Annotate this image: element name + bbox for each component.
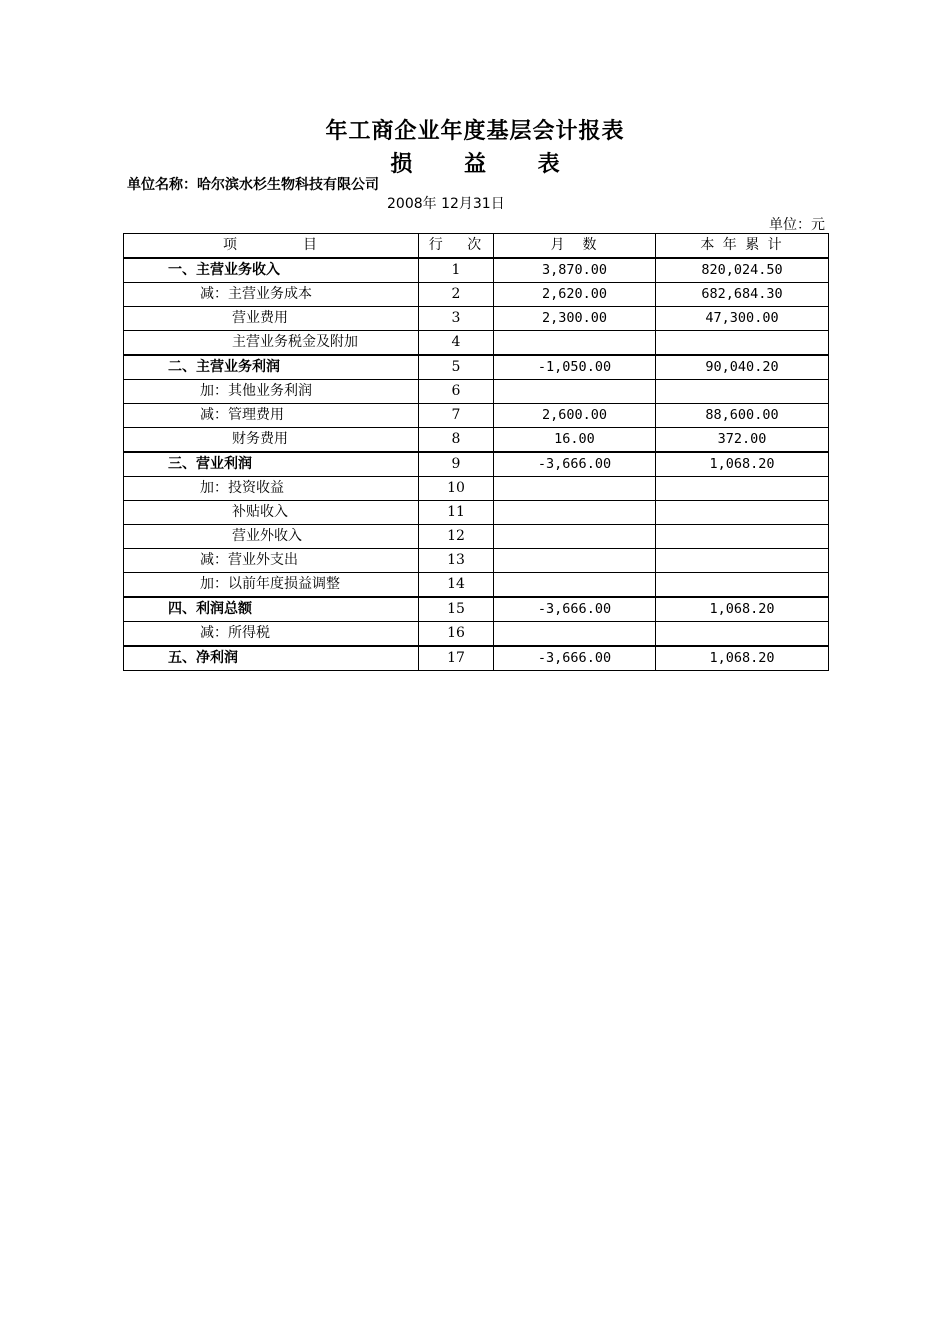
table-row xyxy=(124,501,829,525)
row-month-value: -3,666.00 xyxy=(494,646,656,671)
row-month-value xyxy=(494,549,656,573)
row-item-label: 营业外收入 xyxy=(124,525,419,549)
table-row xyxy=(124,597,829,622)
row-item-label: 主营业务税金及附加 xyxy=(124,331,419,356)
row-ytd-value: 372.00 xyxy=(656,428,829,453)
row-line-number: 8 xyxy=(419,428,494,453)
table-header-row xyxy=(124,234,829,259)
table-row xyxy=(124,477,829,501)
row-line-number: 16 xyxy=(419,622,494,647)
row-month-value: 2,620.00 xyxy=(494,283,656,307)
row-ytd-value xyxy=(656,622,829,647)
table-row xyxy=(124,331,829,356)
row-item-label: 减：主营业务成本 xyxy=(124,283,419,307)
row-line-number: 4 xyxy=(419,331,494,356)
row-item-label: 四、利润总额 xyxy=(124,597,419,622)
row-line-number: 14 xyxy=(419,573,494,598)
row-month-value xyxy=(494,331,656,356)
row-ytd-value: 88,600.00 xyxy=(656,404,829,428)
report-subtitle: 损 益 表 xyxy=(390,151,582,177)
row-item-label: 三、营业利润 xyxy=(124,452,419,477)
income-statement-table xyxy=(123,233,829,671)
row-line-number: 17 xyxy=(419,646,494,671)
company-name: 单位名称：哈尔滨水杉生物科技有限公司 xyxy=(127,177,379,193)
row-ytd-value: 90,040.20 xyxy=(656,355,829,380)
row-month-value: -1,050.00 xyxy=(494,355,656,380)
row-line-number: 9 xyxy=(419,452,494,477)
column-header-ytd: 本 年 累 计 xyxy=(656,234,829,259)
row-ytd-value xyxy=(656,573,829,598)
row-line-number: 7 xyxy=(419,404,494,428)
row-line-number: 12 xyxy=(419,525,494,549)
row-month-value: 16.00 xyxy=(494,428,656,453)
row-month-value: -3,666.00 xyxy=(494,452,656,477)
table-row xyxy=(124,622,829,647)
row-item-label: 减：所得税 xyxy=(124,622,419,647)
row-line-number: 2 xyxy=(419,283,494,307)
column-header-item: 项 目 xyxy=(124,234,419,259)
row-ytd-value: 682,684.30 xyxy=(656,283,829,307)
column-header-month: 月 数 xyxy=(494,234,656,259)
row-month-value xyxy=(494,477,656,501)
report-title: 年工商企业年度基层会计报表 xyxy=(325,118,625,144)
row-line-number: 10 xyxy=(419,477,494,501)
row-item-label: 补贴收入 xyxy=(124,501,419,525)
row-month-value xyxy=(494,573,656,598)
row-ytd-value xyxy=(656,501,829,525)
row-month-value xyxy=(494,380,656,404)
table-row xyxy=(124,404,829,428)
row-month-value: -3,666.00 xyxy=(494,597,656,622)
row-ytd-value xyxy=(656,331,829,356)
table-row xyxy=(124,573,829,598)
table-row xyxy=(124,428,829,453)
row-item-label: 营业费用 xyxy=(124,307,419,331)
row-ytd-value: 1,068.20 xyxy=(656,646,829,671)
row-month-value: 3,870.00 xyxy=(494,258,656,283)
row-line-number: 11 xyxy=(419,501,494,525)
table-row xyxy=(124,525,829,549)
row-month-value: 2,300.00 xyxy=(494,307,656,331)
row-ytd-value: 820,024.50 xyxy=(656,258,829,283)
row-line-number: 6 xyxy=(419,380,494,404)
row-month-value xyxy=(494,501,656,525)
table-row xyxy=(124,355,829,380)
row-line-number: 15 xyxy=(419,597,494,622)
row-item-label: 减：营业外支出 xyxy=(124,549,419,573)
row-ytd-value: 1,068.20 xyxy=(656,452,829,477)
table-row xyxy=(124,283,829,307)
table-row xyxy=(124,646,829,671)
row-ytd-value xyxy=(656,549,829,573)
row-month-value xyxy=(494,622,656,647)
row-line-number: 5 xyxy=(419,355,494,380)
row-item-label: 减：管理费用 xyxy=(124,404,419,428)
row-month-value: 2,600.00 xyxy=(494,404,656,428)
row-ytd-value: 47,300.00 xyxy=(656,307,829,331)
row-item-label: 二、主营业务利润 xyxy=(124,355,419,380)
row-month-value xyxy=(494,525,656,549)
column-header-line: 行 次 xyxy=(419,234,494,259)
row-line-number: 3 xyxy=(419,307,494,331)
row-item-label: 加：其他业务利润 xyxy=(124,380,419,404)
row-ytd-value: 1,068.20 xyxy=(656,597,829,622)
table-row xyxy=(124,549,829,573)
table-row xyxy=(124,452,829,477)
row-item-label: 一、主营业务收入 xyxy=(124,258,419,283)
table-row xyxy=(124,380,829,404)
row-line-number: 13 xyxy=(419,549,494,573)
row-item-label: 五、净利润 xyxy=(124,646,419,671)
table-row xyxy=(124,307,829,331)
row-item-label: 财务费用 xyxy=(124,428,419,453)
row-item-label: 加：投资收益 xyxy=(124,477,419,501)
row-item-label: 加：以前年度损益调整 xyxy=(124,573,419,598)
table-row xyxy=(124,258,829,283)
row-ytd-value xyxy=(656,525,829,549)
row-ytd-value xyxy=(656,380,829,404)
row-line-number: 1 xyxy=(419,258,494,283)
currency-unit: 单位：元 xyxy=(769,217,825,233)
row-ytd-value xyxy=(656,477,829,501)
report-date: 2008年 12月31日 xyxy=(387,196,505,212)
